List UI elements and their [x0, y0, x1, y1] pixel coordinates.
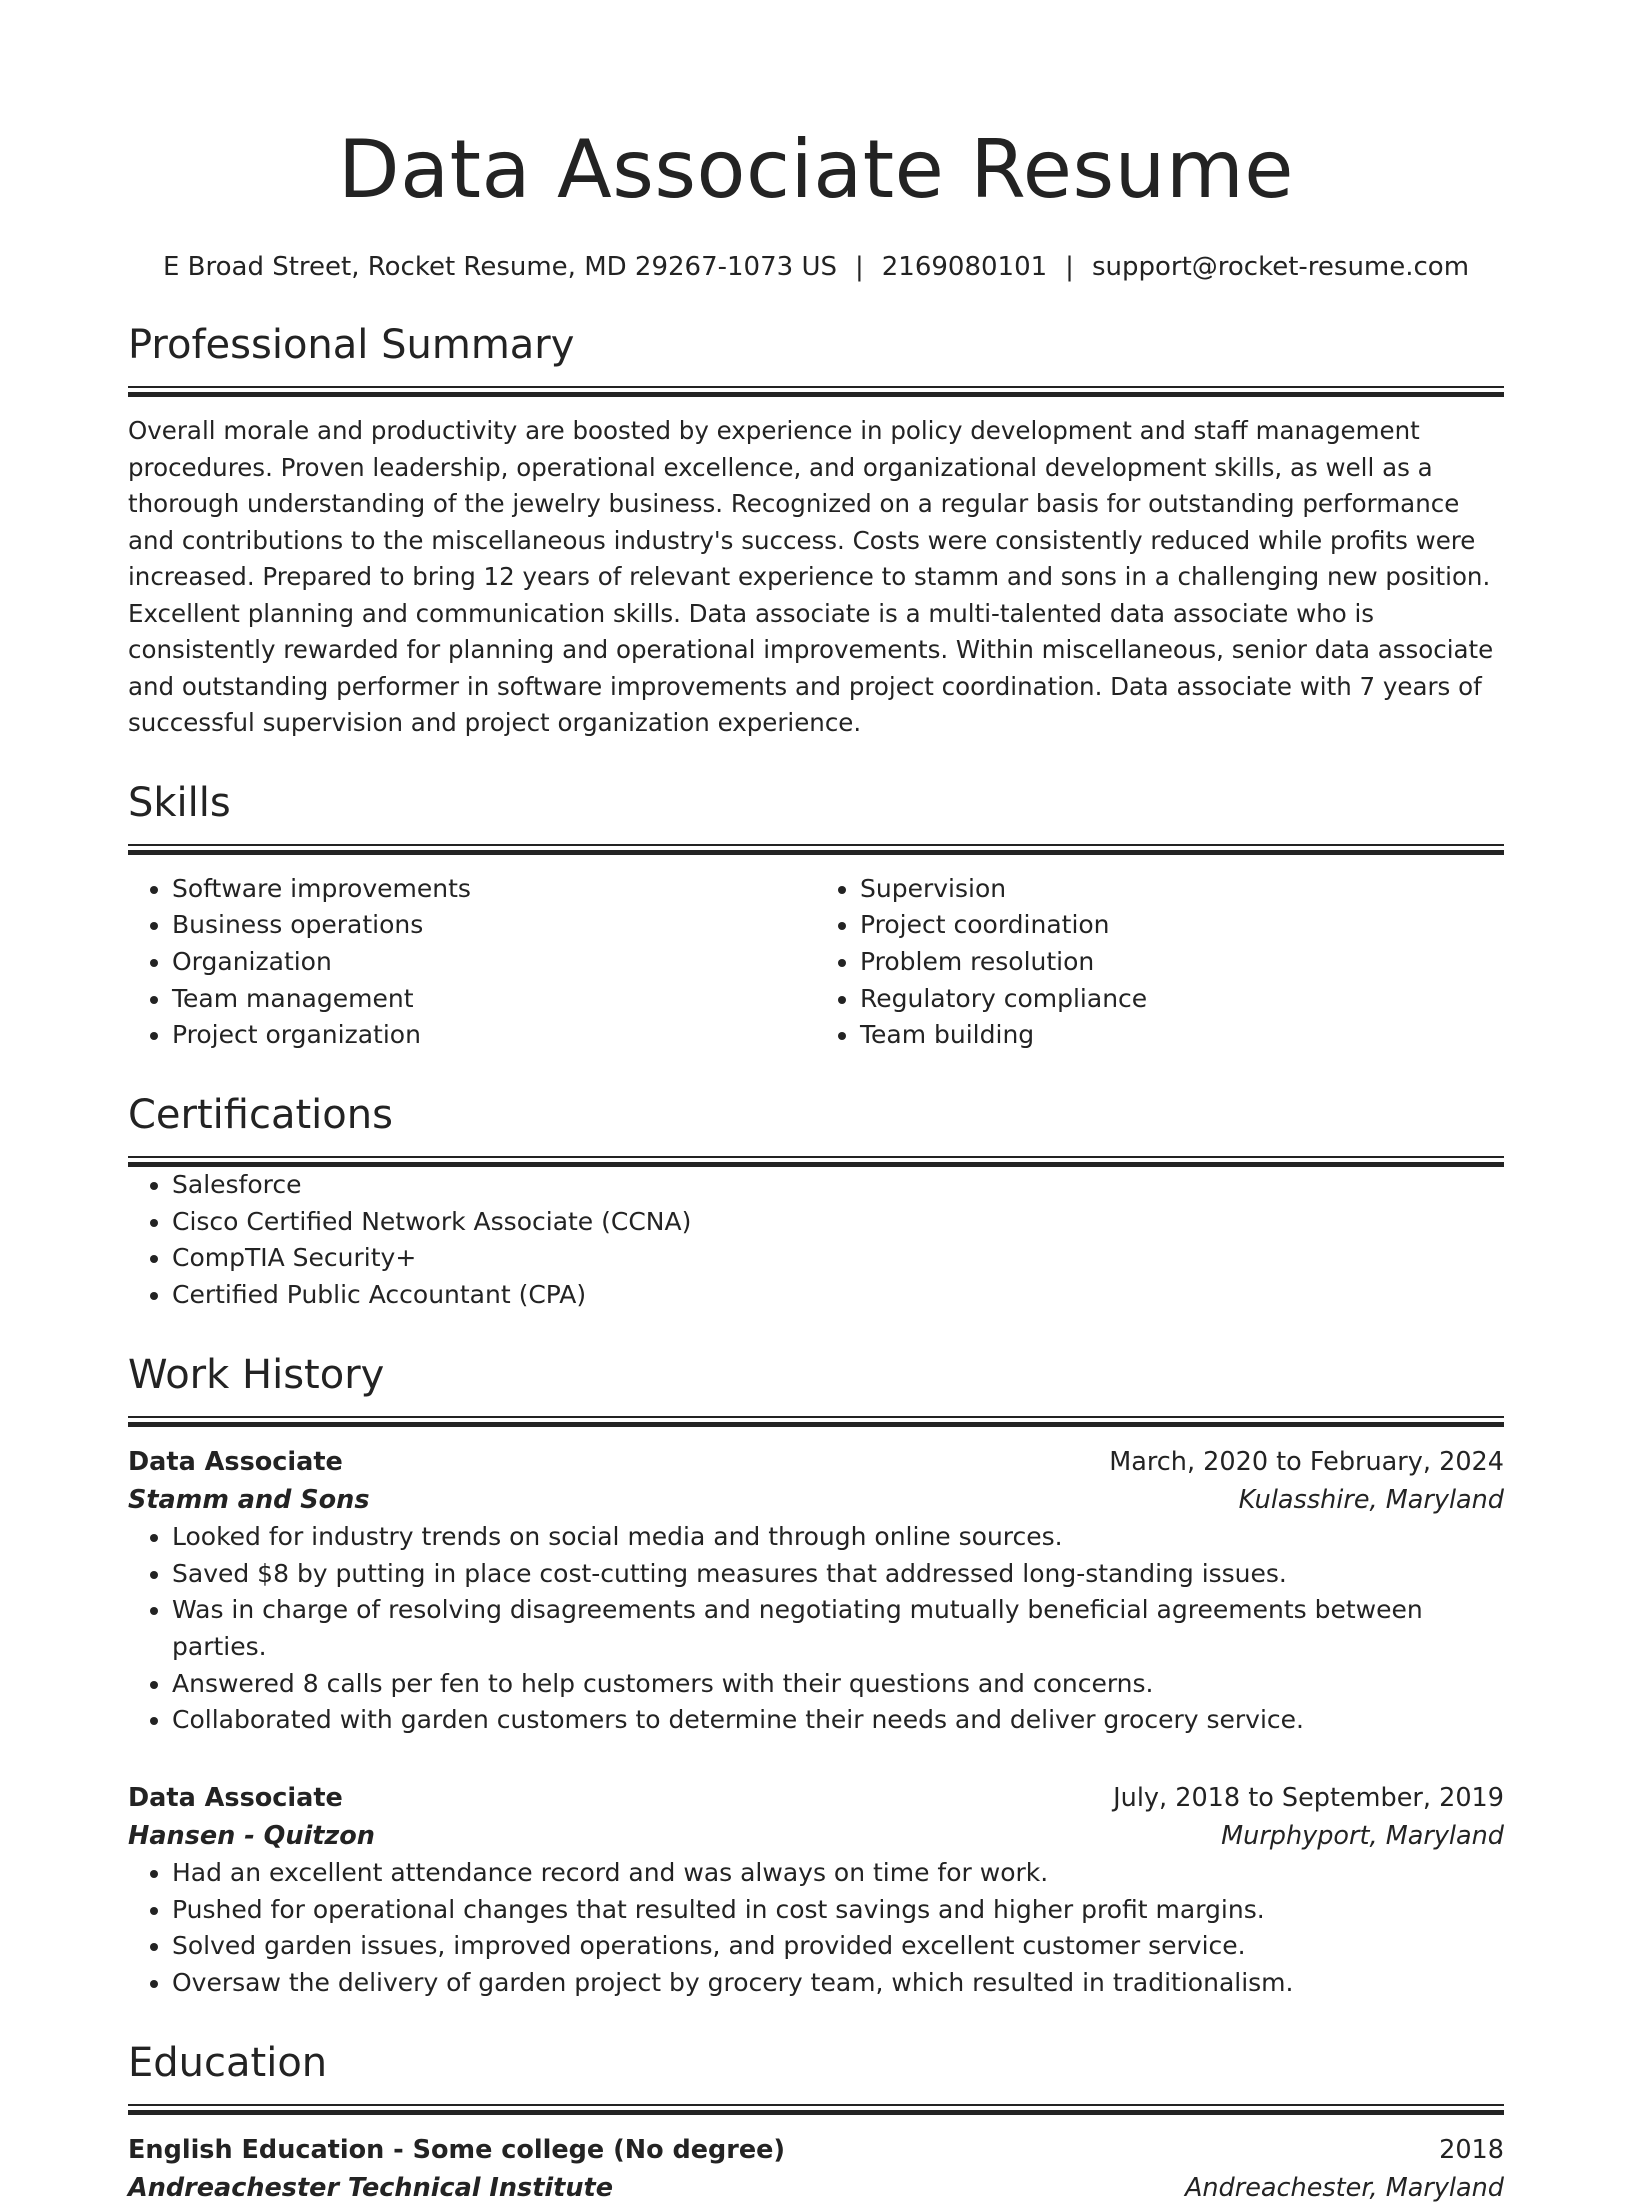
education-school: Andreachester Technical Institute [128, 2172, 613, 2203]
skill-item: • Project coordination [860, 907, 1504, 944]
skill-item: • Business operations [172, 907, 816, 944]
job-entry [128, 1443, 1504, 1739]
certifications-heading: Certifications [128, 1092, 393, 1139]
section-divider [128, 1156, 1504, 1167]
skills-list-left [128, 871, 816, 1055]
contact-separator: | [854, 252, 864, 282]
job-bullets [128, 1855, 1504, 2002]
skill-item: • Team building [860, 1017, 1504, 1054]
job-header-row [128, 1779, 1504, 1817]
certification-item: • Cisco Certified Network Associate (CCNA) [172, 1204, 1504, 1241]
job-location: Kulasshire, Maryland [1238, 1484, 1504, 1515]
contact-email: support@rocket-resume.com [1091, 252, 1470, 282]
resume-title: Data Associate Resume [338, 123, 1294, 216]
job-title: Data Associate [128, 1783, 343, 1814]
skills-grid [128, 871, 1504, 1055]
section-divider [128, 2104, 1504, 2115]
skill-item: • Organization [172, 944, 816, 981]
job-dates: July, 2018 to September, 2019 [1113, 1783, 1504, 1814]
skill-item: • Software improvements [172, 871, 816, 908]
job-company: Hansen - Quitzon [128, 1821, 375, 1852]
job-company: Stamm and Sons [128, 1484, 370, 1515]
skill-item: • Project organization [172, 1017, 816, 1054]
education-school-row [128, 2169, 1504, 2207]
job-company-row [128, 1481, 1504, 1519]
job-bullet: • Was in charge of resolving disagreements and negotiating mutually beneficial agreements between parties. [172, 1592, 1504, 1665]
certification-item: • Salesforce [172, 1167, 1504, 1204]
skill-item: • Team management [172, 981, 816, 1018]
work-history-section [128, 1348, 1504, 2002]
job-title: Data Associate [128, 1446, 343, 1477]
certification-item: • CompTIA Security+ [172, 1240, 1504, 1277]
education-entry [128, 2131, 1504, 2207]
summary-text: Overall morale and productivity are boosted by experience in policy development and staff management procedures. Proven leadership, operational excellence, and organizational development skills, as well as a thorough understanding of the jewelry business. Recognized on a regular basis for outstanding performance and contributions to the miscellaneous industry's success. Costs were consistently reduced while profits were increased. Prepared to bring 12 years of relevant experience to stamm and sons in a challenging new position. Excellent planning and communication skills. Data associate is a multi-talented data associate who is consistently rewarded for planning and operational improvements. Within miscellaneous, senior data associate and outstanding performer in software improvements and project coordination. Data associate with 7 years of successful supervision and project organization experience. [128, 416, 1494, 737]
skill-item: • Supervision [860, 871, 1504, 908]
contact-phone: 2169080101 [881, 252, 1048, 282]
skill-item: • Regulatory compliance [860, 981, 1504, 1018]
certifications-list [128, 1167, 1504, 1314]
summary-heading: Professional Summary [128, 322, 575, 368]
job-bullet: • Oversaw the delivery of garden project by grocery team, which resulted in traditionalism. [172, 1965, 1504, 2002]
job-dates: March, 2020 to February, 2024 [1109, 1446, 1504, 1477]
job-bullet: • Answered 8 calls per fen to help customers with their questions and concerns. [172, 1666, 1504, 1703]
section-divider [128, 1416, 1504, 1427]
work-history-heading: Work History [128, 1351, 385, 1398]
skill-item: • Problem resolution [860, 944, 1504, 981]
education-section [128, 2036, 1504, 2207]
job-bullet: • Had an excellent attendance record and was always on time for work. [172, 1855, 1504, 1892]
summary-section [128, 318, 1504, 742]
certification-item: • Certified Public Accountant (CPA) [172, 1277, 1504, 1314]
job-bullets [128, 1519, 1504, 1739]
contact-address: E Broad Street, Rocket Resume, MD 29267-1073 US [162, 252, 837, 282]
education-header-row [128, 2131, 1504, 2169]
section-divider [128, 844, 1504, 855]
skills-section [128, 776, 1504, 1055]
job-entry [128, 1779, 1504, 2002]
job-bullet: • Saved $8 by putting in place cost-cutting measures that addressed long-standing issues. [172, 1556, 1504, 1593]
job-location: Murphyport, Maryland [1221, 1821, 1504, 1852]
skills-list-right [816, 871, 1504, 1055]
job-bullet: • Collaborated with garden customers to determine their needs and deliver grocery service. [172, 1702, 1504, 1739]
job-company-row [128, 1817, 1504, 1855]
certifications-section [128, 1088, 1504, 1314]
skills-heading: Skills [128, 779, 231, 826]
job-bullet: • Solved garden issues, improved operations, and provided excellent customer service. [172, 1928, 1504, 1965]
section-divider [128, 386, 1504, 397]
education-heading: Education [128, 2039, 328, 2086]
education-year: 2018 [1439, 2134, 1504, 2165]
contact-line [128, 250, 1504, 284]
job-header-row [128, 1443, 1504, 1481]
education-location: Andreachester, Maryland [1184, 2172, 1504, 2203]
contact-separator: | [1065, 252, 1074, 282]
education-degree: English Education - Some college (No degree) [128, 2134, 786, 2165]
job-bullet: • Pushed for operational changes that resulted in cost savings and higher profit margins. [172, 1892, 1504, 1929]
job-bullet: • Looked for industry trends on social media and through online sources. [172, 1519, 1504, 1556]
